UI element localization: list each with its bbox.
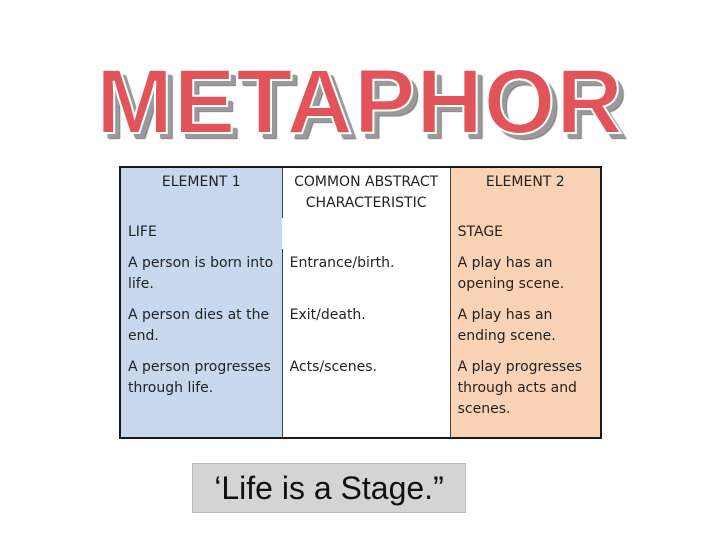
header-element-1: ELEMENT 1 [120, 167, 282, 218]
header-common-characteristic: COMMON ABSTRACT CHARACTERISTIC [282, 167, 450, 218]
table-row [120, 218, 601, 249]
table-cell: A person progresses through life. [120, 353, 282, 438]
table-cell: Entrance/birth. [282, 249, 450, 301]
table-row [120, 249, 601, 301]
table-cell: A person dies at the end. [120, 301, 282, 353]
table-cell: LIFE [120, 218, 282, 249]
header-element-2: ELEMENT 2 [450, 167, 601, 218]
table-cell: A play has an ending scene. [450, 301, 601, 353]
quote-box: ‘Life is a Stage.” [192, 463, 466, 513]
table-cell: A person is born into life. [120, 249, 282, 301]
table-cell: A play has an opening scene. [450, 249, 601, 301]
metaphor-table [119, 166, 602, 439]
table-row [120, 353, 601, 438]
table-cell [282, 218, 450, 249]
table-row [120, 301, 601, 353]
slide-title: METAPHOR [96, 51, 624, 153]
table-cell: A play progresses through acts and scenes. [450, 353, 601, 438]
table-header-row [120, 167, 601, 218]
table-cell: Acts/scenes. [282, 353, 450, 438]
table-cell: STAGE [450, 218, 601, 249]
table-cell: Exit/death. [282, 301, 450, 353]
